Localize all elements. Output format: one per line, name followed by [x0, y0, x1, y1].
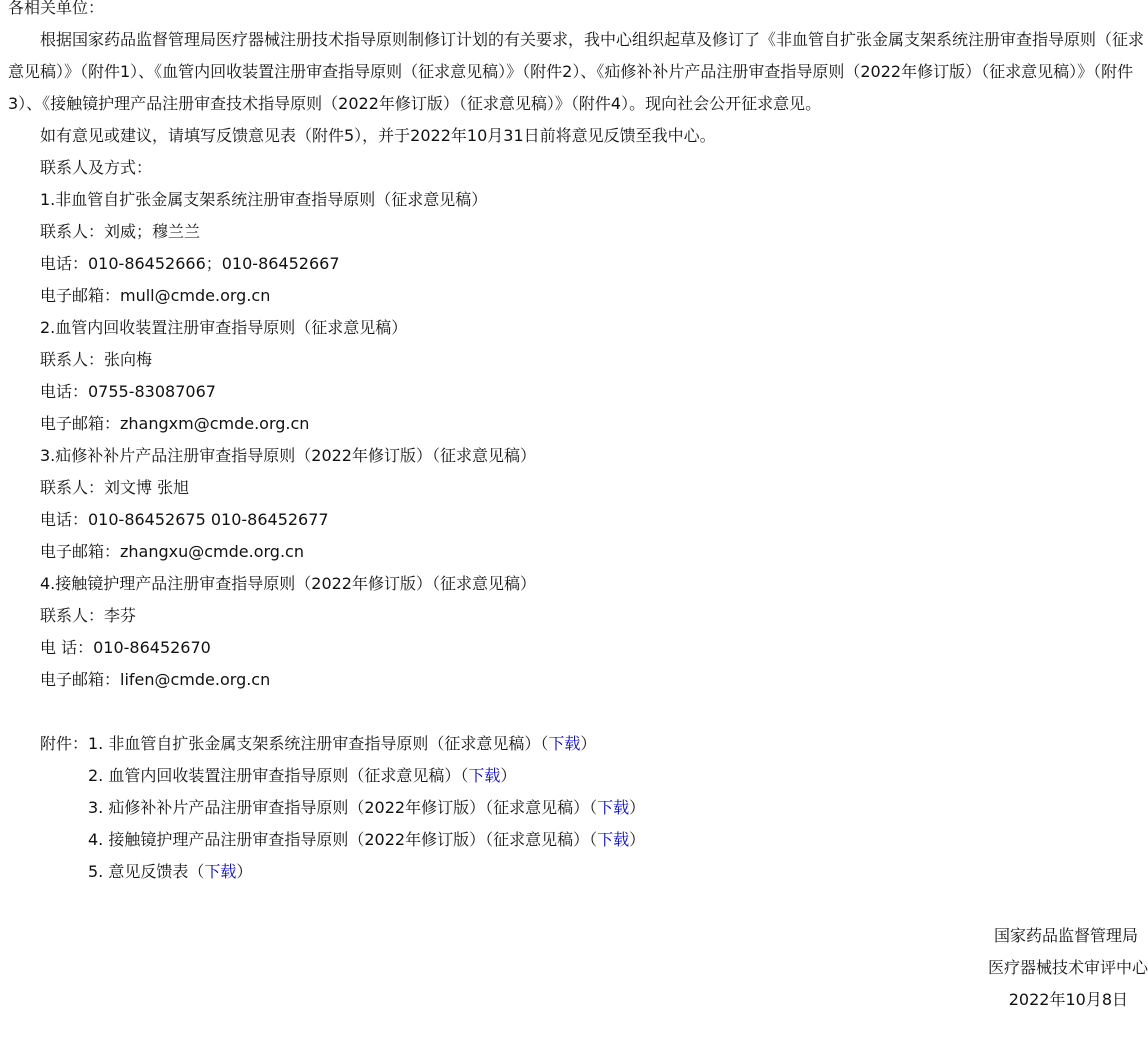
attachment-item	[88, 862, 252, 882]
contacts-heading: 联系人及方式：	[40, 158, 153, 177]
attachment-close: ）	[629, 830, 646, 849]
contact-title: 2.血管内回收装置注册审查指导原则（征求意见稿）	[40, 318, 408, 337]
attachment-close: ）	[580, 734, 597, 753]
contact-title: 4.接触镜护理产品注册审查指导原则（2022年修订版）（征求意见稿）	[40, 574, 536, 593]
attachments-label: 附件：	[40, 734, 89, 753]
salutation: 各相关单位：	[8, 0, 105, 17]
attachment-close: ）	[236, 862, 253, 881]
download-link[interactable]: 下载	[548, 734, 581, 753]
signature-date: 2022年10月8日	[1008, 990, 1128, 1009]
contact-email: 电子邮箱：zhangxu@cmde.org.cn	[40, 542, 304, 561]
download-link[interactable]: 下载	[597, 830, 630, 849]
contact-title: 1.非血管自扩张金属支架系统注册审查指导原则（征求意见稿）	[40, 190, 488, 209]
contact-title: 3.疝修补补片产品注册审查指导原则（2022年修订版）（征求意见稿）	[40, 446, 536, 465]
attachment-item	[88, 734, 596, 754]
attachment-item	[88, 798, 645, 818]
download-link[interactable]: 下载	[468, 766, 501, 785]
attachment-text: 1. 非血管自扩张金属支架系统注册审查指导原则（征求意见稿）（	[88, 734, 549, 753]
feedback-paragraph: 如有意见或建议，请填写反馈意见表（附件5），并于2022年10月31日前将意见反馈至我中心。	[40, 126, 716, 145]
attachment-item	[88, 766, 516, 786]
signature-org: 国家药品监督管理局	[993, 926, 1138, 945]
attachment-text: 4. 接触镜护理产品注册审查指导原则（2022年修订版）（征求意见稿）（	[88, 830, 598, 849]
contact-person: 联系人：李芬	[40, 606, 137, 625]
attachment-text: 3. 疝修补补片产品注册审查指导原则（2022年修订版）（征求意见稿）（	[88, 798, 598, 817]
download-link[interactable]: 下载	[204, 862, 237, 881]
attachment-item	[88, 830, 645, 850]
download-link[interactable]: 下载	[597, 798, 630, 817]
attachment-close: ）	[629, 798, 646, 817]
contact-email: 电子邮箱：mull@cmde.org.cn	[40, 286, 271, 305]
attachment-text: 2. 血管内回收装置注册审查指导原则（征求意见稿）（	[88, 766, 469, 785]
attachment-close: ）	[500, 766, 517, 785]
intro-paragraph: 根据国家药品监督管理局医疗器械注册技术指导原则制修订计划的有关要求，我中心组织起草及修订了《非血管自扩张金属支架系统注册审查指导原则（征求意见稿）》（附件1）、《血管内回收装置注册审查指导原则（征求意见稿）》（附件2）、《疝修补补片产品注册审查指导原则（2022年修订版）（征求意见稿）》（附件3）、《接触镜护理产品注册审查技术指导原则（2022年修订版）（征求意见稿）》（附件4）。现向社会公开征求意见。	[8, 30, 1145, 113]
contact-phone: 电话：0755-83087067	[40, 382, 216, 401]
contact-person: 联系人：刘文博 张旭	[40, 478, 190, 497]
contact-phone: 电话：010-86452675 010-86452677	[40, 510, 329, 529]
contact-email: 电子邮箱：zhangxm@cmde.org.cn	[40, 414, 310, 433]
attachment-text: 5. 意见反馈表（	[88, 862, 205, 881]
signature-center: 医疗器械技术审评中心	[987, 958, 1148, 977]
contact-phone: 电 话：010-86452670	[40, 638, 211, 657]
contact-person: 联系人：张向梅	[40, 350, 153, 369]
contact-phone: 电话：010-86452666；010-86452667	[40, 254, 340, 273]
contact-person: 联系人：刘威；穆兰兰	[40, 222, 201, 241]
contact-email: 电子邮箱：lifen@cmde.org.cn	[40, 670, 271, 689]
